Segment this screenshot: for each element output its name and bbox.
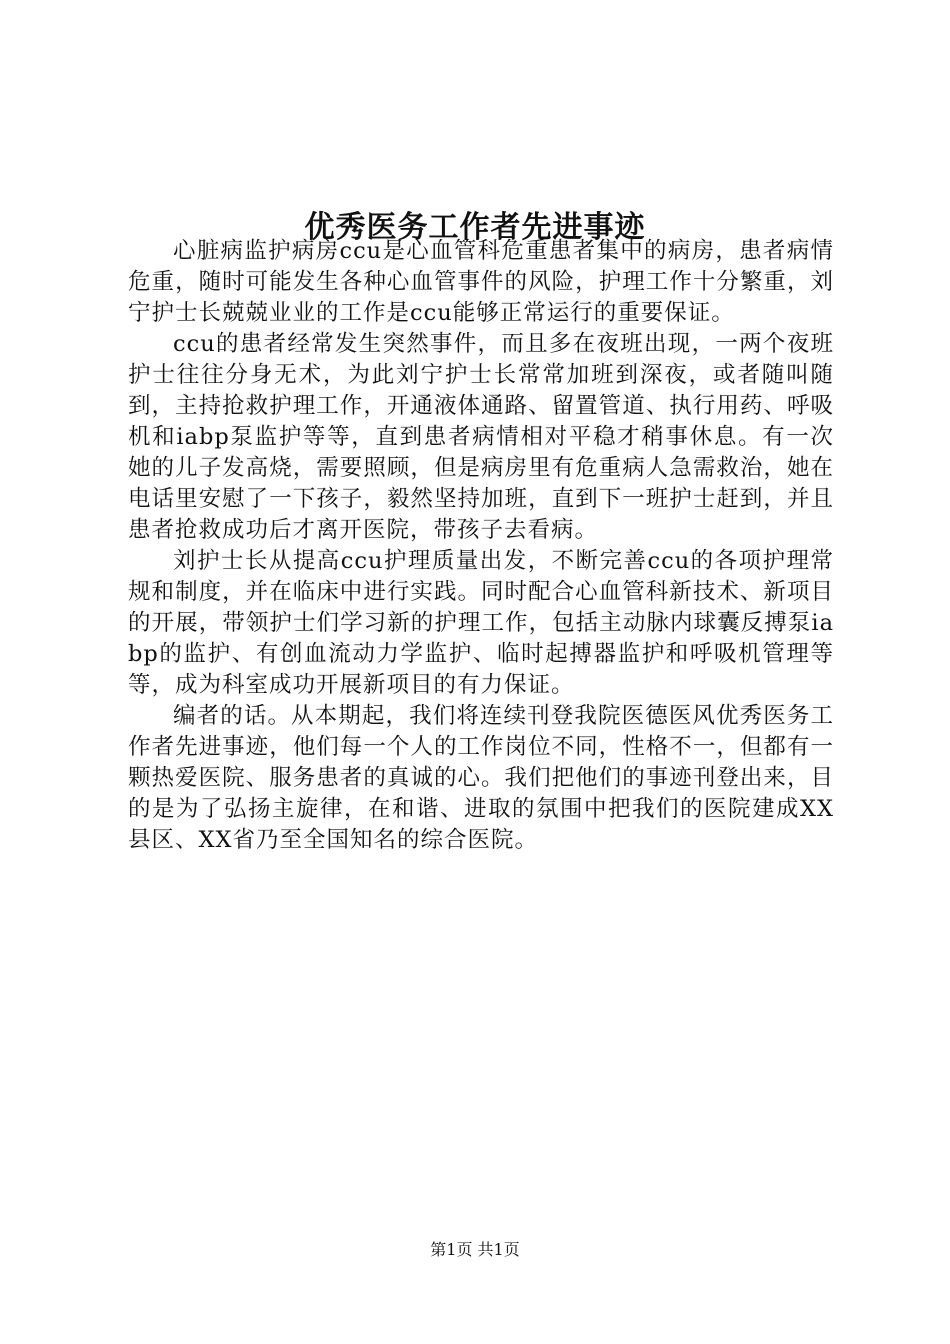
paragraph-2: ccu的患者经常发生突然事件，而且多在夜班出现，一两个夜班护士往往分身无术，为此刘宁护士长常常加班到深夜，或者随叫随到，主持抢救护理工作，开通液体通路、留置管道、执行用药、呼吸机和iabp泵监护等等，直到患者病情相对平稳才稍事休息。有一次她的儿子发高烧，需要照顾，但是病房里有危重病人急需救治，她在电话里安慰了一下孩子，毅然坚持加班，直到下一班护士赶到，并且患者抢救成功后才离开医院，带孩子去看病。 — [128, 331, 834, 543]
paragraph-4: 编者的话。从本期起，我们将连续刊登我院医德医风优秀医务工作者先进事迹，他们每一个人的工作岗位不同，性格不一，但都有一颗热爱医院、服务患者的真诚的心。我们把他们的事迹刊登出来，目的是为了弘扬主旋律，在和谐、进取的氛围中把我们的医院建成XX县区、XX省乃至全国知名的综合医院。 — [128, 703, 834, 853]
paragraph-3: 刘护士长从提高ccu护理质量出发，不断完善ccu的各项护理常规和制度，并在临床中进行实践。同时配合心血管科新技术、新项目的开展，带领护士们学习新的护理工作，包括主动脉内球囊反搏泵iabp的监护、有创血流动力学监护、临时起搏器监护和呼吸机管理等等，成为科室成功开展新项目的有力保证。 — [128, 548, 834, 698]
document-body — [128, 236, 834, 856]
paragraph-1: 心脏病监护病房ccu是心血管科危重患者集中的病房，患者病情危重，随时可能发生各种心血管事件的风险，护理工作十分繁重，刘宁护士长兢兢业业的工作是ccu能够正常运行的重要保证。 — [128, 238, 834, 326]
document-title: 优秀医务工作者先进事迹 — [304, 210, 646, 246]
page-footer: 第1页 共1页 — [430, 1240, 520, 1259]
